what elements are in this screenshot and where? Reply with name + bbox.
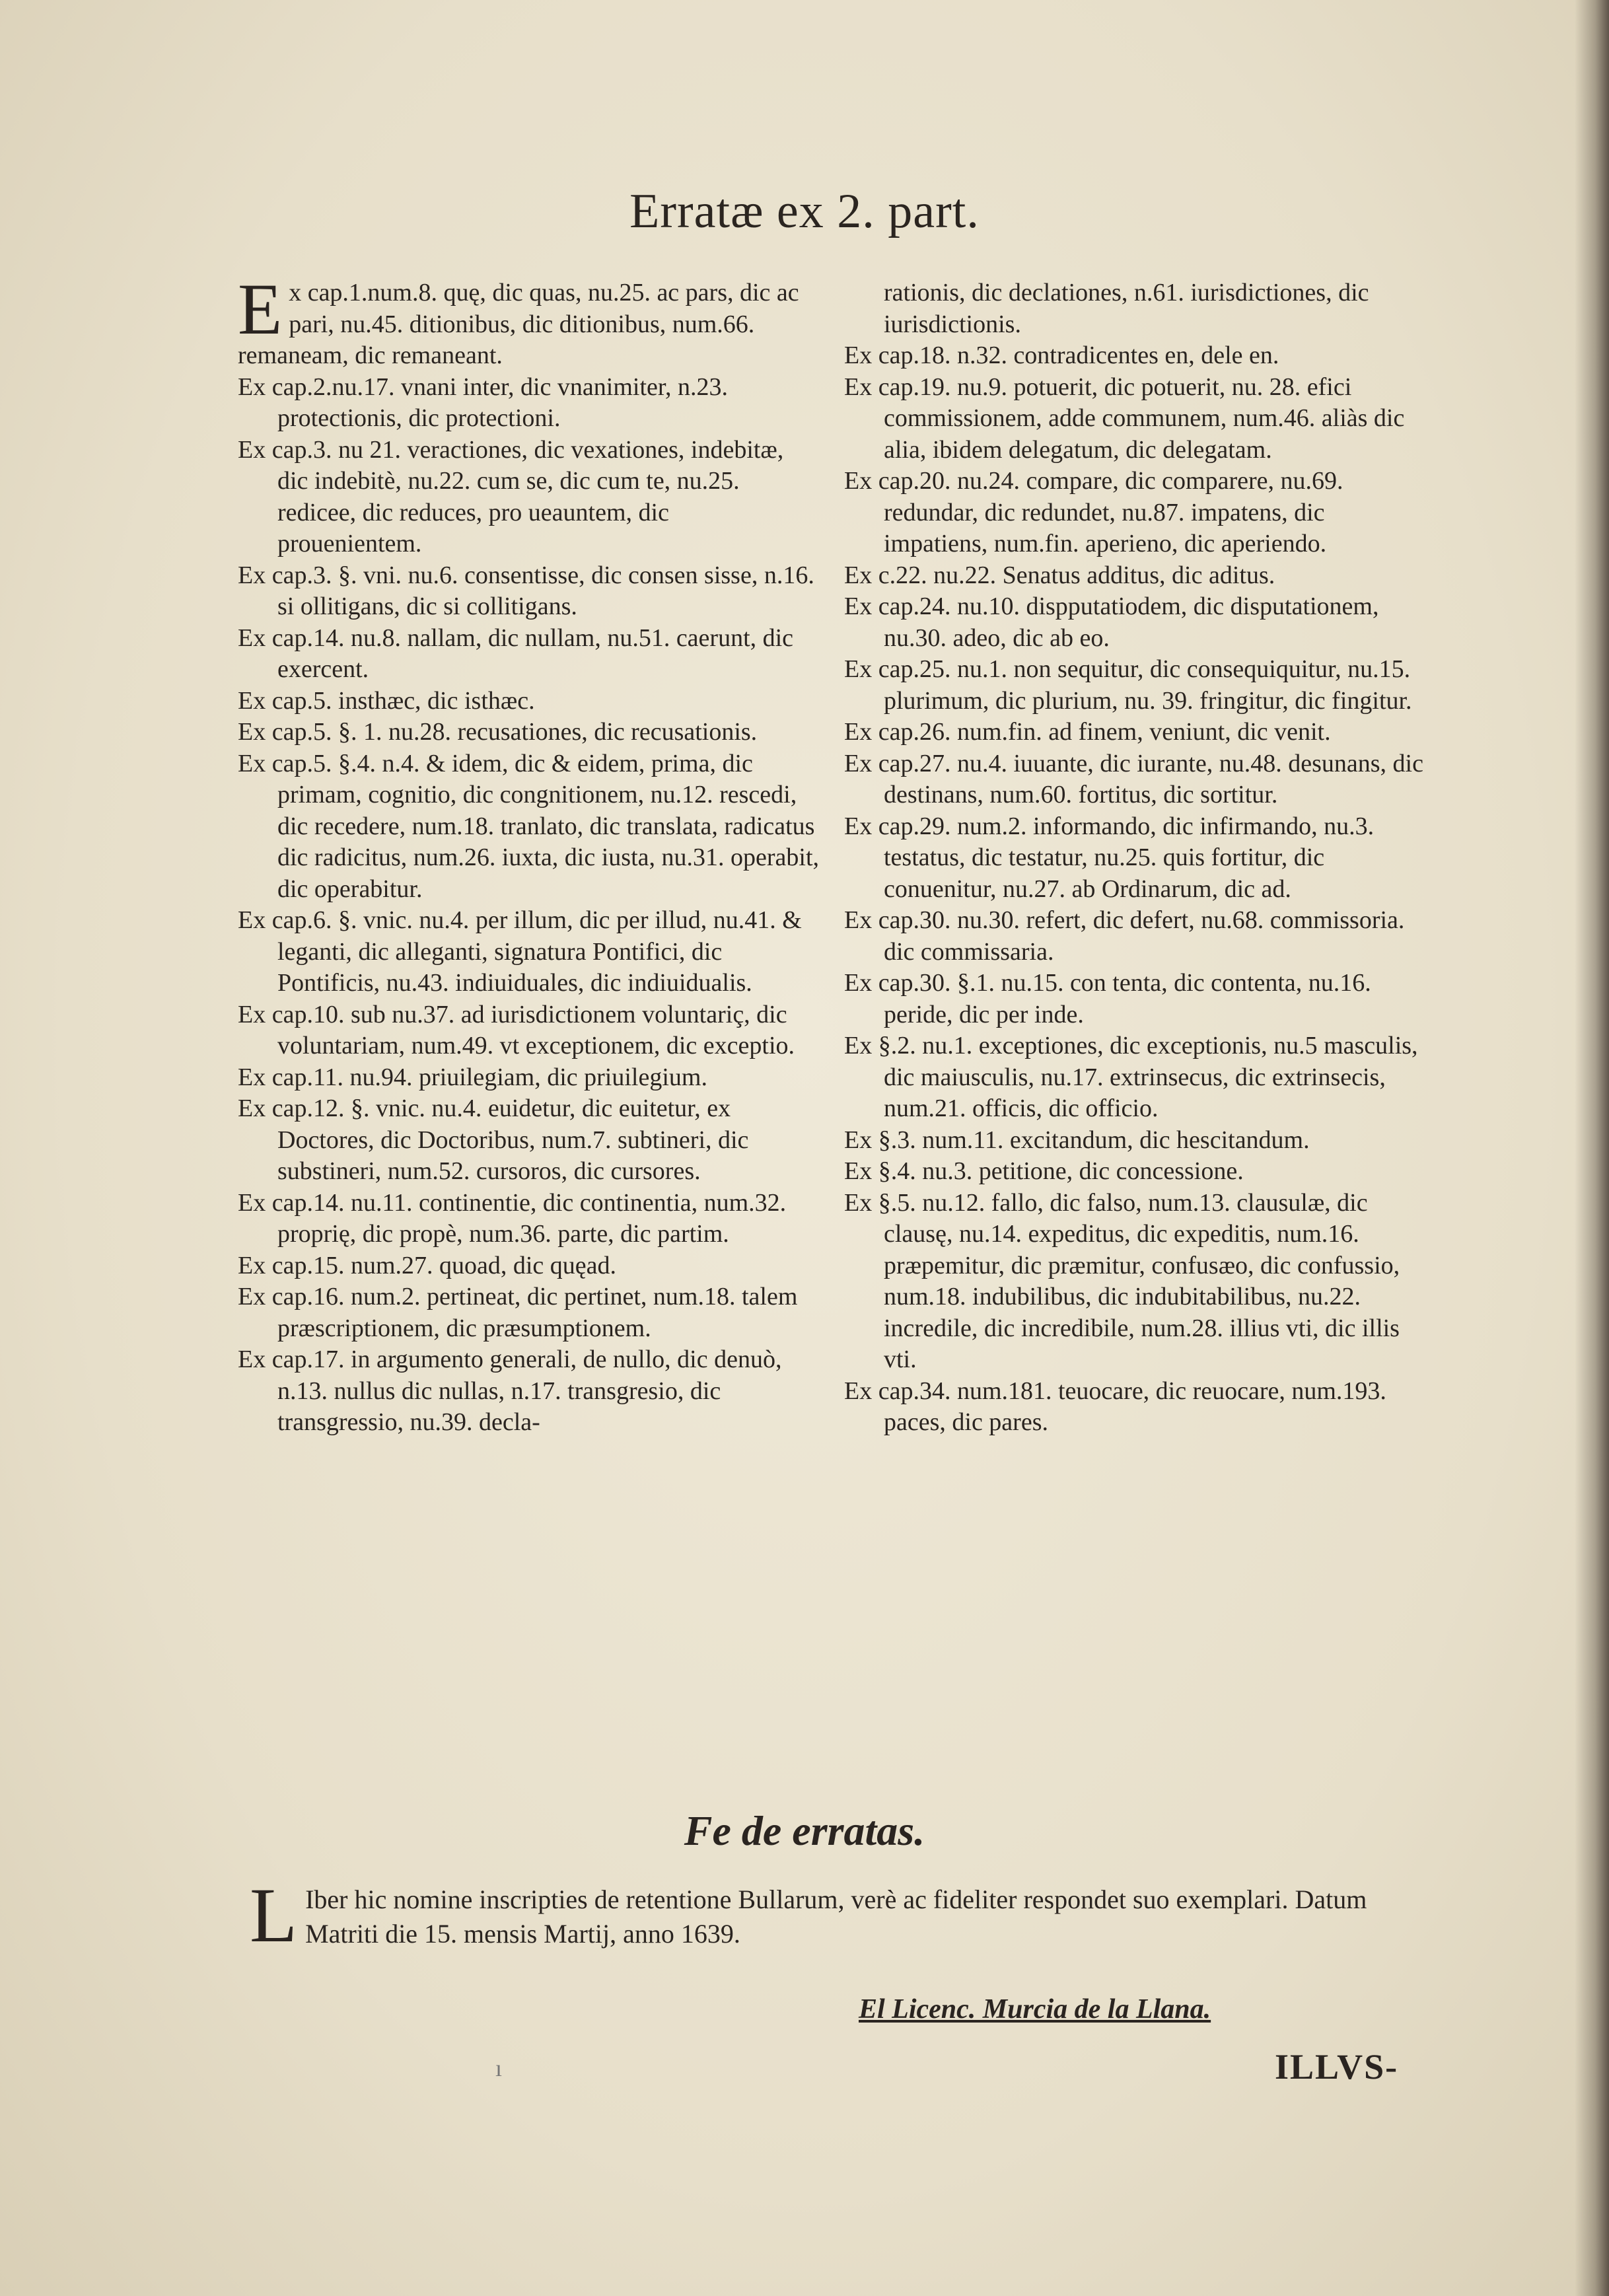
errata-entry: Ex cap.24. nu.10. dispputatiodem, dic disputationem, nu.30. adeo, dic ab eo. [844, 592, 1379, 652]
errata-entry: Ex cap.15. num.27. quoad, dic quęad. [238, 1251, 617, 1279]
catchword: ILLVS- [1275, 2047, 1399, 2087]
drop-cap-e: E [238, 269, 283, 349]
page-edge-shadow [1575, 0, 1609, 2296]
errata-entry: Ex cap.30. §.1. nu.15. con tenta, dic contenta, nu.16. peride, dic per inde. [844, 969, 1371, 1028]
first-entry-text: x cap.1.num.8. quę, dic quas, nu.25. ac pars, dic ac pari, nu.45. ditionibus, dic ditionibus, num.66. remaneam, dic remaneant. [238, 279, 799, 369]
errata-entry: Ex cap.10. sub nu.37. ad iurisdictionem voluntariç, dic voluntariam, num.49. vt exceptionem, dic exceptio. [238, 1000, 795, 1059]
errata-entry: Ex c.22. nu.22. Senatus additus, dic aditus. [844, 561, 1275, 589]
left-column [238, 269, 820, 1439]
errata-entry: Ex cap.2.nu.17. vnani inter, dic vnanimiter, n.23. protectionis, dic protectioni. [238, 373, 729, 432]
drop-cap-l: L [250, 1872, 298, 1958]
errata-entry: Ex §.4. nu.3. petitione, dic concessione. [844, 1157, 1244, 1185]
fe-de-erratas-heading: Fe de erratas. [684, 1807, 925, 1854]
errata-entry: Ex cap.34. num.181. teuocare, dic reuocare, num.193. paces, dic pares. [844, 1377, 1386, 1436]
errata-entry: Ex §.2. nu.1. exceptiones, dic exceptionis, nu.5 masculis, dic maiusculis, nu.17. extrinsecus, dic extrinsecis, num.21. officis, dic officio. [844, 1032, 1418, 1122]
errata-entry: Ex cap.6. §. vnic. nu.4. per illum, dic per illud, nu.41. & leganti, dic alleganti, signatura Pontifici, dic Pontificis, nu.43. indiuiduales, dic indiuidualis. [238, 906, 802, 997]
certification-paragraph [250, 1872, 1439, 1958]
errata-entry: Ex cap.25. nu.1. non sequitur, dic consequiquitur, nu.15. plurimum, dic plurium, nu. 39. fringitur, dic fingitur. [844, 655, 1412, 715]
errata-entry: Ex cap.14. nu.8. nallam, dic nullam, nu.51. caerunt, dic exercent. [238, 624, 794, 683]
errata-entry: Ex cap.20. nu.24. compare, dic comparere, nu.69. redundar, dic redundet, nu.87. impatens, dic impatiens, num.fin. aperieno, dic aperiendo. [844, 467, 1343, 557]
errata-entry: Ex cap.18. n.32. contradicentes en, dele en. [844, 341, 1279, 369]
errata-entry: Ex cap.5. §.4. n.4. & idem, dic & eidem, prima, dic primam, cognitio, dic congnitionem, nu.12. rescedi, dic recedere, num.18. tranlato, dic translata, radicatus dic radicitus, num.26. iuxta, dic iusta, nu.31. operabit, dic operabitur. [238, 749, 820, 903]
page-title: Erratæ ex 2. part. [629, 184, 980, 238]
errata-entry: Ex cap.16. num.2. pertineat, dic pertinet, num.18. talem præscriptionem, dic præsumptionem. [238, 1283, 798, 1342]
certification-text: Iber hic nomine inscripties de retentione Bullarum, verè ac fideliter respondet suo exemplari. Datum Matriti die 15. mensis Martij, anno 1639. [305, 1884, 1367, 1949]
errata-entry: Ex cap.30. nu.30. refert, dic defert, nu.68. commissoria. dic commissaria. [844, 906, 1405, 966]
errata-entry: Ex cap.19. nu.9. potuerit, dic potuerit, nu. 28. efici commissionem, adde communem, num.46. aliàs dic alia, ibidem delegatum, dic delegatam. [844, 373, 1405, 464]
errata-entry: Ex cap.12. §. vnic. nu.4. euidetur, dic euitetur, ex Doctores, dic Doctoribus, num.7. subtineri, dic substineri, num.52. cursoros, dic cursores. [238, 1094, 749, 1185]
errata-entry: Ex cap.5. insthæc, dic isthæc. [238, 686, 535, 715]
errata-entry: Ex cap.3. §. vni. nu.6. consentisse, dic consen sisse, n.16. si ollitigans, dic si collitigans. [238, 561, 814, 620]
errata-entry: Ex §.3. num.11. excitandum, dic hescitandum. [844, 1126, 1310, 1154]
errata-entry: Ex cap.27. nu.4. iuuante, dic iurante, nu.48. desunans, dic destinans, num.60. fortitus, dic sortitur. [844, 749, 1423, 808]
signature: El Licenc. Murcia de la Llana. [859, 1994, 1211, 2025]
signature-mark: ı [495, 2055, 503, 2081]
errata-entry: Ex cap.14. nu.11. continentie, dic continentia, num.32. proprię, dic propè, num.36. parte, dic partim. [238, 1188, 787, 1248]
continuation-line: rationis, dic declationes, n.61. iurisdictiones, dic iurisdictionis. [884, 279, 1369, 338]
errata-entry: Ex cap.5. §. 1. nu.28. recusationes, dic recusationis. [238, 718, 758, 746]
errata-entry: Ex cap.26. num.fin. ad finem, veniunt, dic venit. [844, 718, 1331, 746]
errata-entry: Ex cap.11. nu.94. priuilegiam, dic priuilegium. [238, 1063, 707, 1091]
right-column [844, 277, 1425, 1439]
errata-entry [238, 269, 819, 372]
errata-entry: Ex cap.29. num.2. informando, dic infirmando, nu.3. testatus, dic testatur, nu.25. quis fortitur, dic conuenitur, nu.27. ab Ordinarum, dic ad. [844, 812, 1375, 903]
errata-entry: Ex cap.3. nu 21. veractiones, dic vexationes, indebitæ, dic indebitè, nu.22. cum se, dic cum te, nu.25. redicee, dic reduces, pro ueauntem, dic prouenientem. [238, 435, 784, 557]
errata-entry: Ex §.5. nu.12. fallo, dic falso, num.13. clausulæ, dic clausę, nu.14. expeditus, dic expeditis, num.16. præpemitur, dic præmitur, confusæo, dic confussio, num.18. indubilibus, dic indubitabilibus, nu.22. incredile, dic incredibile, num.28. illius vti, dic illis vti. [844, 1188, 1400, 1373]
errata-entry: Ex cap.17. in argumento generali, de nullo, dic denuò, n.13. nullus dic nullas, n.17. transgresio, dic transgressio, nu.39. decla- [238, 1345, 782, 1436]
